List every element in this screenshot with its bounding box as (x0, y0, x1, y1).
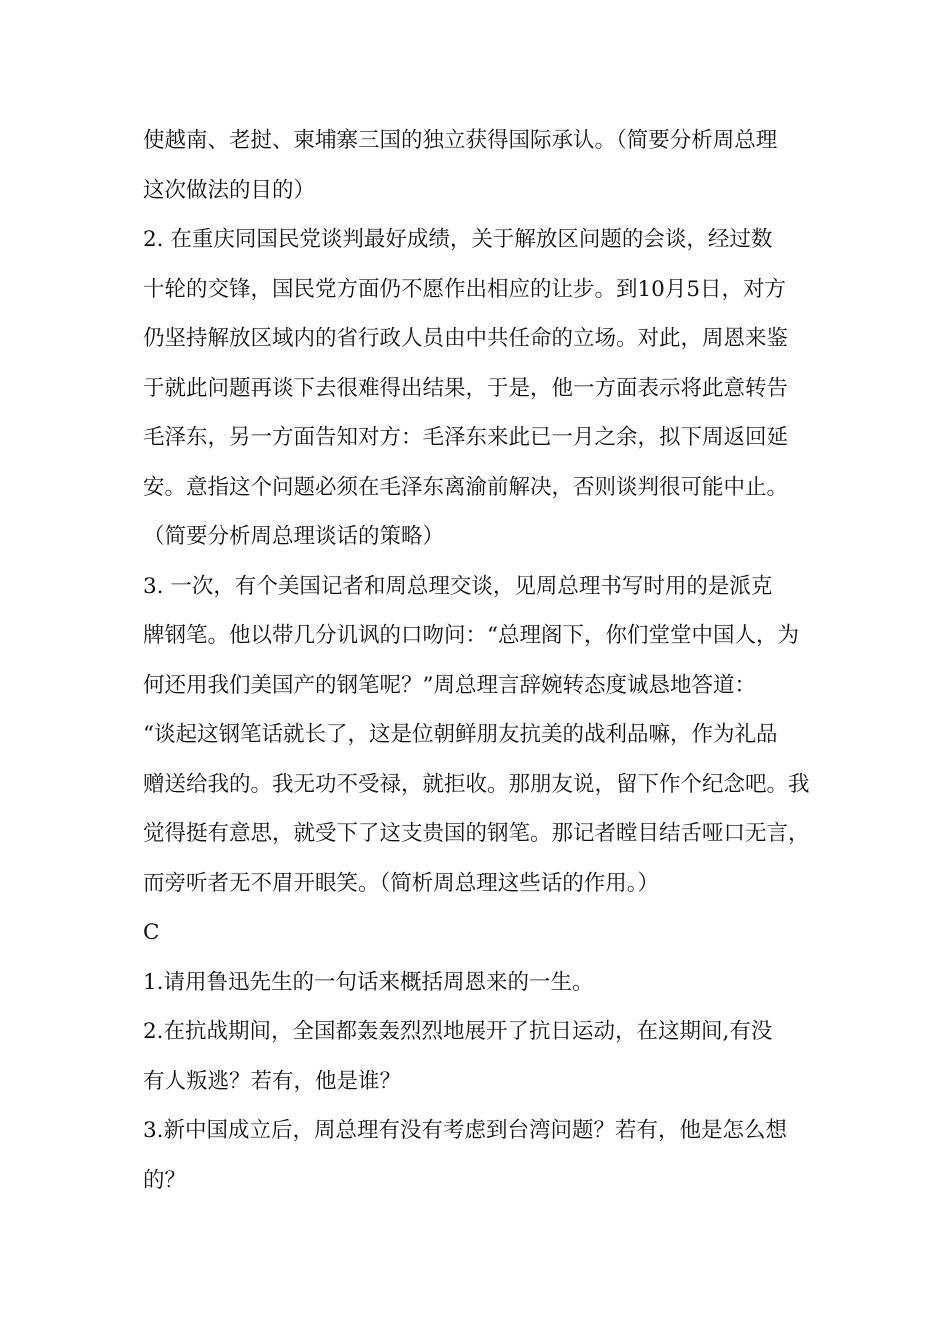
section-c-question-2: 2.在抗战期间，全国都轰轰烈烈地展开了抗日运动，在这期间,有没 (143, 1019, 773, 1044)
text-line: 有人叛逃？若有，他是谁？ (143, 1068, 402, 1094)
text-line: 使越南、老挝、柬埔寨三国的独立获得国际承认。（简要分析周总理 (143, 128, 778, 153)
text-line: 赠送给我的。我无功不受禄，就拒收。那朋友说，留下作个纪念吧。我 (143, 771, 810, 797)
section-heading-c: C (143, 920, 160, 945)
question-2-line: 2. 在重庆同国民党谈判最好成绩，关于解放区问题的会谈，经过数 (143, 227, 773, 252)
text-line: 毛泽东，另一方面告知对方：毛泽东来此已一月之余，拟下周返回延 (143, 425, 789, 450)
text-line: 安。意指这个问题必须在毛泽东离渝前解决，否则谈判很可能中止。 (143, 474, 789, 500)
text-line: 的？ (143, 1167, 187, 1193)
text-line: “谈起这钢笔话就长了，这是位朝鲜朋友抗美的战利品嘛，作为礼品 (143, 722, 778, 747)
section-c-question-1: 1.请用鲁迅先生的一句话来概括周恩来的一生。 (143, 969, 594, 995)
text-line: 仍坚持解放区域内的省行政人员由中共任命的立场。对此，周恩来鉴 (143, 326, 789, 351)
text-line: 于就此问题再谈下去很难得出结果，于是，他一方面表示将此意转告 (143, 375, 789, 401)
text-line: （简要分析周总理谈话的策略） (143, 524, 445, 549)
section-c-question-3: 3.新中国成立后，周总理有没有考虑到台湾问题？若有，他是怎么想 (143, 1118, 788, 1143)
text-line: 十轮的交锋，国民党方面仍不愿作出相应的让步。到10月5日，对方 (143, 276, 787, 302)
text-line: 何还用我们美国产的钢笔呢？”周总理言辞婉转态度诚恳地答道： (143, 672, 756, 698)
text-line: 这次做法的目的） (143, 177, 316, 203)
text-line: 而旁听者无不眉开眼笑。（简析周总理这些话的作用。） (143, 870, 660, 896)
question-3-line: 3. 一次，有个美国记者和周总理交谈，见周总理书写时用的是派克 (143, 573, 773, 599)
document-body (143, 116, 823, 1205)
text-line: 牌钢笔。他以带几分讥讽的口吻问：“总理阁下，你们堂堂中国人，为 (143, 623, 799, 648)
text-line: 觉得挺有意思，就受下了这支贵国的钢笔。那记者瞠目结舌哑口无言， (143, 821, 810, 846)
